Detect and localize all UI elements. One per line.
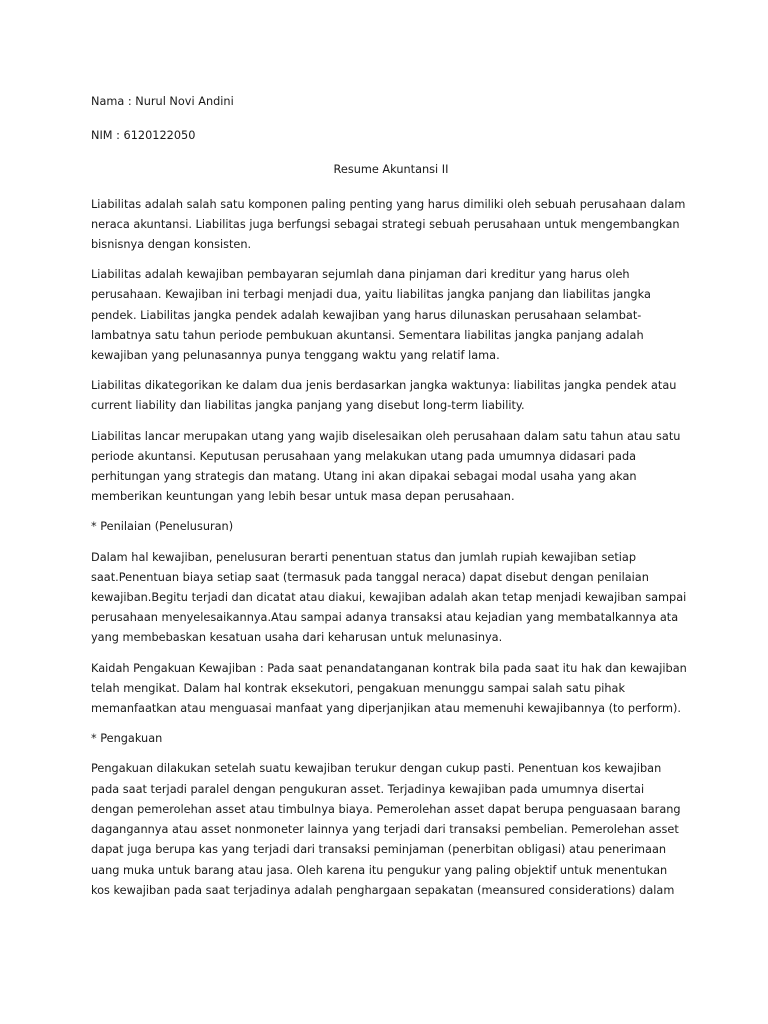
paragraph-line: dagangannya atau asset nonmoneter lainnya yang terjadi dari transaksi pembelian. Pemerolehan asset [91, 823, 679, 837]
paragraph-line: perusahaan. Kewajiban ini terbagi menjadi dua, yaitu liabilitas jangka panjang dan liabilitas jangka [91, 288, 651, 302]
paragraph [91, 659, 691, 720]
paragraph-line: dapat juga berupa kas yang terjadi dari transaksi peminjaman (penerbitan obligasi) atau penerimaan [91, 843, 667, 857]
paragraph-line: memanfaatkan atau menguasai manfaat yang diperjanjikan atau memenuhi kewajibannya (to perform). [91, 702, 682, 716]
paragraph-line: Liabilitas dikategorikan ke dalam dua jenis berdasarkan jangka waktunya: liabilitas jangka pendek atau [91, 379, 677, 393]
paragraph-line: saat.Penentuan biaya setiap saat (termasuk pada tanggal neraca) dapat disebut dengan penilaian [91, 570, 649, 584]
paragraph-line: Kaidah Pengakuan Kewajiban : Pada saat penandatanganan kontrak bila pada saat itu hak dan kewajiban [91, 661, 687, 675]
paragraph-line: neraca akuntansi. Liabilitas juga berfungsi sebagai strategi sebuah perusahaan untuk mengembangkan [91, 217, 680, 231]
paragraph [91, 759, 691, 900]
paragraph-line: lambatnya satu tahun periode pembukuan akuntansi. Sementara liabilitas jangka panjang adalah [91, 328, 644, 342]
paragraph [91, 548, 691, 649]
paragraph-line: telah mengikat. Dalam hal kontrak eksekutori, pengakuan menunggu sampai salah satu pihak [91, 681, 626, 695]
paragraph-line: pada saat terjadi paralel dengan pengukuran asset. Terjadinya kewajiban pada umumnya disertai [91, 782, 645, 796]
paragraph-line: Liabilitas adalah kewajiban pembayaran sejumlah dana pinjaman dari kreditur yang harus oleh [91, 268, 630, 282]
paragraph-line: Liabilitas lancar merupakan utang yang wajib diselesaikan oleh perusahaan dalam satu tahun atau satu [91, 429, 681, 443]
student-name: Nama : Nurul Novi Andini [91, 95, 234, 108]
paragraph-line: Pengakuan dilakukan setelah suatu kewajiban terukur dengan cukup pasti. Penentuan kos kewajiban [91, 762, 662, 776]
paragraph-line: periode akuntansi. Keputusan perusahaan yang melakukan utang pada umumnya didasari pada [91, 449, 637, 463]
paragraph [91, 427, 691, 508]
paragraph [91, 265, 691, 366]
paragraph-line: current liability dan liabilitas jangka panjang yang disebut long-term liability. [91, 399, 525, 413]
paragraph-line: uang muka untuk barang atau jasa. Oleh karena itu pengukur yang paling objektif untuk menentukan [91, 863, 668, 877]
document-title: Resume Akuntansi II [333, 163, 449, 177]
paragraph-line: kewajiban yang pelunasannya punya tenggang waktu yang relatif lama. [91, 349, 500, 363]
paragraph-line: kewajiban.Begitu terjadi dan dicatat atau diakui, kewajiban adalah akan tetap menjadi kewajiban sampai [91, 591, 687, 605]
paragraph [91, 195, 691, 256]
paragraph-line: bisnisnya dengan konsisten. [91, 238, 252, 252]
paragraph-line: perhitungan yang strategis dan matang. Utang ini akan dipakai sebagai modal usaha yang akan [91, 470, 637, 484]
paragraph-line: yang membebaskan kesatuan usaha dari keharusan untuk melunasinya. [91, 631, 503, 645]
document-page [91, 92, 691, 911]
paragraph-line: pendek. Liabilitas jangka pendek adalah kewajiban yang harus dilunaskan perusahaan selambat- [91, 308, 642, 322]
student-nim: NIM : 6120122050 [91, 129, 196, 143]
paragraph-line: dengan pemerolehan asset atau timbulnya biaya. Pemerolehan asset dapat berupa penguasaan barang [91, 802, 681, 816]
paragraph-line: * Penilaian (Penelusuran) [91, 520, 234, 534]
paragraph [91, 517, 691, 537]
paragraph-line: * Pengakuan [91, 732, 163, 746]
paragraph-line: Liabilitas adalah salah satu komponen paling penting yang harus dimiliki oleh sebuah perusahaan dalam [91, 197, 686, 211]
paragraph-line: memberikan keuntungan yang lebih besar untuk masa depan perusahaan. [91, 490, 515, 504]
paragraph-line: Dalam hal kewajiban, penelusuran berarti penentuan status dan jumlah rupiah kewajiban setiap [91, 550, 637, 564]
paragraph-line: perusahaan menyelesaikannya.Atau sampai adanya transaksi atau kejadian yang membatalkannya ata [91, 611, 679, 625]
paragraph [91, 376, 691, 416]
document-body [91, 195, 691, 901]
paragraph-line: kos kewajiban pada saat terjadinya adalah penghargaan sepakatan (meansured considerations) dalam [91, 883, 675, 897]
paragraph [91, 729, 691, 749]
